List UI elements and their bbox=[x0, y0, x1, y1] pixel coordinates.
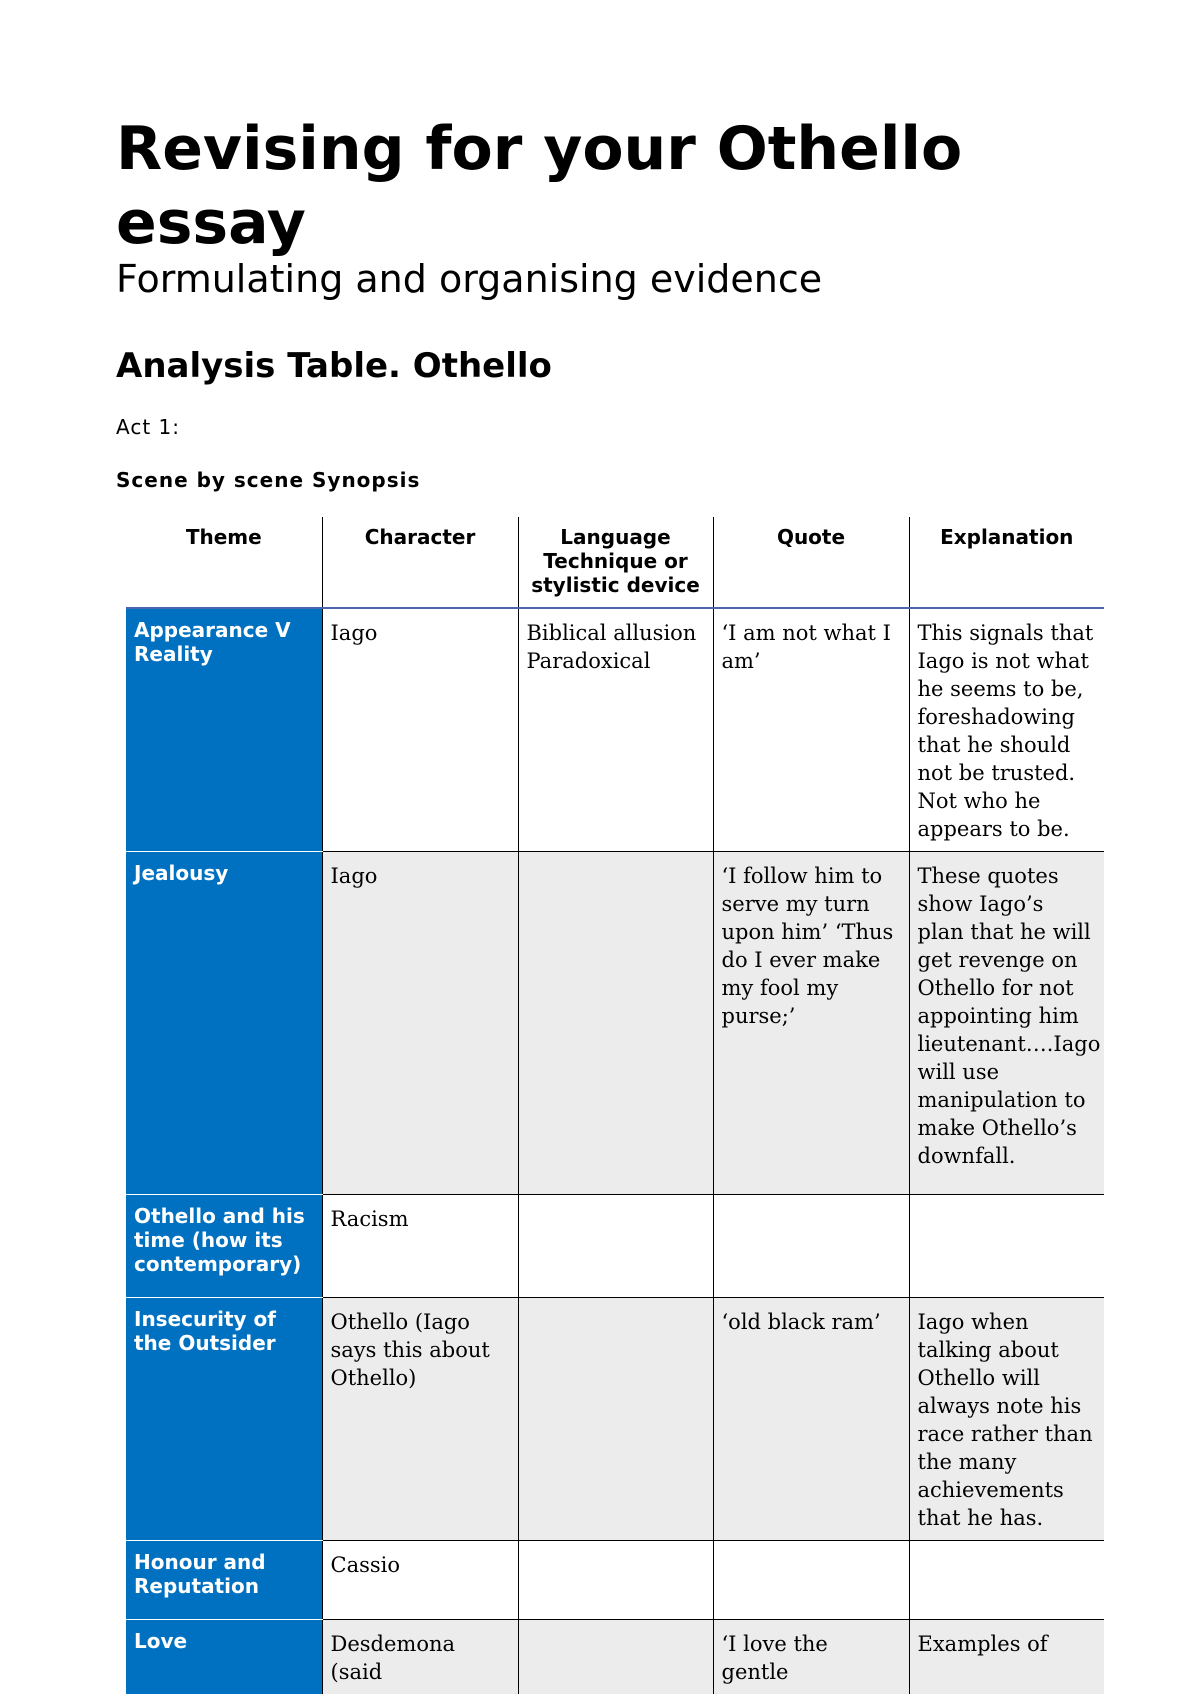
theme-cell: Jealousy bbox=[126, 852, 322, 1195]
quote-cell bbox=[713, 1541, 909, 1620]
technique-cell bbox=[518, 1541, 713, 1620]
explanation-cell: This signals that Iago is not what he seems to be, foreshadowing that he should not be trusted. Not who he appears to be. bbox=[909, 608, 1104, 852]
section-heading: Analysis Table. Othello bbox=[116, 346, 552, 386]
quote-cell: ‘I love the gentle bbox=[713, 1620, 909, 1695]
table-row bbox=[126, 852, 1104, 1195]
technique-cell bbox=[518, 1298, 713, 1541]
act-label: Act 1: bbox=[116, 415, 180, 439]
theme-cell: Honour and Reputation bbox=[126, 1541, 322, 1620]
technique-cell bbox=[518, 852, 713, 1195]
technique-cell: Biblical allusion Paradoxical bbox=[518, 608, 713, 852]
character-cell: Iago bbox=[322, 852, 518, 1195]
character-cell: Desdemona (said bbox=[322, 1620, 518, 1695]
quote-cell bbox=[713, 1195, 909, 1298]
theme-cell: Love bbox=[126, 1620, 322, 1695]
explanation-cell: These quotes show Iago’s plan that he will get revenge on Othello for not appointing him lieutenant….Iago will use manipulation to make Othello’s downfall. bbox=[909, 852, 1104, 1195]
header-character: Character bbox=[322, 517, 518, 608]
document-title: Revising for your Othello essay bbox=[116, 114, 963, 258]
table-row bbox=[126, 1620, 1104, 1695]
character-cell: Iago bbox=[322, 608, 518, 852]
scene-label: Scene by scene Synopsis bbox=[116, 468, 421, 492]
character-cell: Cassio bbox=[322, 1541, 518, 1620]
technique-cell bbox=[518, 1620, 713, 1695]
theme-cell: Othello and his time (how its contemporary) bbox=[126, 1195, 322, 1298]
explanation-cell bbox=[909, 1541, 1104, 1620]
explanation-cell: Examples of bbox=[909, 1620, 1104, 1695]
quote-cell: ‘I am not what I am’ bbox=[713, 608, 909, 852]
quote-cell: ‘old black ram’ bbox=[713, 1298, 909, 1541]
header-theme: Theme bbox=[126, 517, 322, 608]
character-cell: Racism bbox=[322, 1195, 518, 1298]
document-subtitle: Formulating and organising evidence bbox=[116, 257, 823, 301]
technique-cell bbox=[518, 1195, 713, 1298]
table-row bbox=[126, 608, 1104, 852]
quote-cell: ‘I follow him to serve my turn upon him’ ‘Thus do I ever make my fool my purse;’ bbox=[713, 852, 909, 1195]
header-explanation: Explanation bbox=[909, 517, 1104, 608]
table-row bbox=[126, 1541, 1104, 1620]
explanation-cell: Iago when talking about Othello will always note his race rather than the many achievements that he has. bbox=[909, 1298, 1104, 1541]
header-technique: Language Technique or stylistic device bbox=[518, 517, 713, 608]
analysis-table bbox=[126, 517, 1104, 1694]
table-row bbox=[126, 1195, 1104, 1298]
character-cell: Othello (Iago says this about Othello) bbox=[322, 1298, 518, 1541]
table-header-row bbox=[126, 517, 1104, 608]
explanation-cell bbox=[909, 1195, 1104, 1298]
header-quote: Quote bbox=[713, 517, 909, 608]
table-row bbox=[126, 1298, 1104, 1541]
theme-cell: Appearance V Reality bbox=[126, 608, 322, 852]
theme-cell: Insecurity of the Outsider bbox=[126, 1298, 322, 1541]
